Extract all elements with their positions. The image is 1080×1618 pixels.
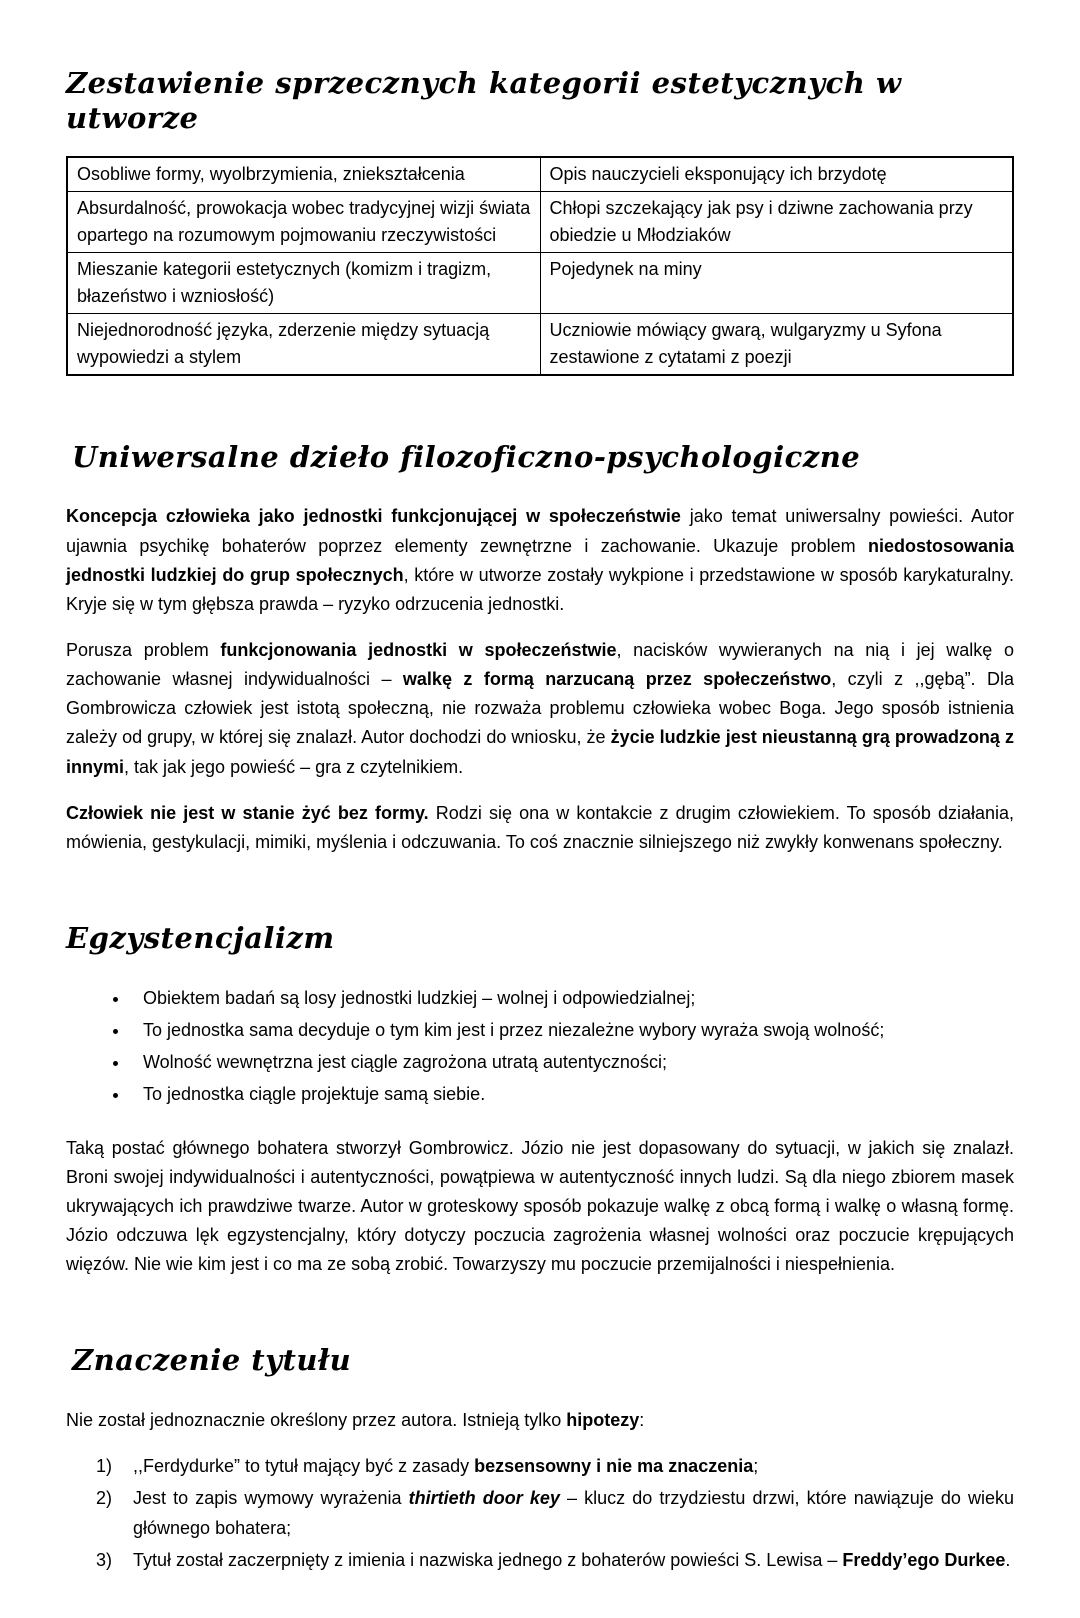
paragraph-universal-1: Koncepcja człowieka jako jednostki funkcjonującej w społeczeństwie jako temat uniwersalny powieści. Autor ujawnia psychikę bohaterów poprzez elementy zewnętrzne i zachowanie. Ukazuje problem niedostosowania jednostki ludzkiej do grup społecznych, które w utworze zostały wykpione i przedstawione w sposób karykaturalny. Kryje się w tym głębsza prawda – ryzyko odrzucenia jednostki.: [66, 506, 1014, 614]
table-body: [67, 157, 1013, 375]
paragraph-title-intro: Nie został jednoznacznie określony przez autora. Istnieją tylko hipotezy:: [66, 1410, 645, 1431]
section-title-universal-work: Uniwersalne dzieło filozoficzno-psychologiczne: [72, 439, 861, 474]
numbered-item-text: Tytuł został zaczerpnięty z imienia i nazwiska jednego z bohaterów powieści S. Lewisa – Freddy’ego Durkee.: [133, 1549, 1011, 1570]
paragraph-universal-2: Porusza problem funkcjonowania jednostki w społeczeństwie, nacisków wywieranych na nią i jej walkę o zachowanie własnej indywidualności – walkę z formą narzucaną przez społeczeństwo, czyli z ,,gębą”. Dla Gombrowicza człowiek jest istotą społeczną, nie rozważa problemu człowieka wobec Boga. Jego sposób istnienia zależy od grupy, w której się znalazł. Autor dochodzi do wniosku, że życie ludzkie jest nieustanną grą prowadzoną z innymi, tak jak jego powieść – gra z czytelnikiem.: [66, 640, 1015, 777]
table-row: [67, 252, 1013, 313]
table-cell-category: Niejednorodność języka, zderzenie między sytuacją wypowiedzi a stylem: [67, 313, 540, 375]
section-title-aesthetic-categories: Zestawienie sprzecznych kategorii estetycznych w utworze: [66, 66, 902, 135]
existentialism-bullet-list: [130, 984, 1014, 1110]
numbered-item: [66, 1452, 1014, 1481]
list-marker: 3): [96, 1549, 113, 1570]
table-cell-example: Pojedynek na miny: [540, 252, 1013, 313]
table-cell-example: Opis nauczycieli eksponujący ich brzydotę: [540, 157, 1013, 192]
table-cell-category: Mieszanie kategorii estetycznych (komizm i tragizm, błazeństwo i wzniosłość): [67, 252, 540, 313]
numbered-item-text: Jest to zapis wymowy wyrażenia thirtieth door key – klucz do trzydziestu drzwi, które nawiązuje do wieku głównego bohatera;: [133, 1488, 1014, 1538]
table-row: [67, 191, 1013, 252]
paragraph-existentialism: Taką postać głównego bohatera stworzył Gombrowicz. Józio nie jest dopasowany do sytuacji, w jakich się znalazł. Broni swojej indywidualności i autentyczności, powątpiewa w autentyczność innych ludzi. Są dla niego zbiorem masek ukrywających ich prawdziwe twarze. Autor w groteskowy sposób pokazuje walkę z obcą formą i walkę o własną formę. Józio odczuwa lęk egzystencjalny, który dotyczy poczucia zagrożenia własnej wolności oraz poczucie krępujących więzów. Nie wie kim jest i co ma ze sobą zrobić. Towarzyszy mu poczucie przemijalności i niespełnienia.: [66, 1137, 1014, 1275]
table-row: [67, 157, 1013, 192]
bullet-item: • To jednostka sama decyduje o tym kim jest i przez niezależne wybory wyraża swoją wolność;: [130, 1016, 1014, 1045]
paragraph-universal-3: Człowiek nie jest w stanie żyć bez formy. Rodzi się ona w kontakcie z drugim człowiekiem. To sposób działania, mówienia, gestykulacji, mimiki, myślenia i odczuwania. To coś znacznie silniejszego niż zwykły konwenans społeczny.: [66, 802, 1015, 852]
bullet-item: • Wolność wewnętrzna jest ciągle zagrożona utratą autentyczności;: [130, 1048, 1014, 1077]
table-cell-category: Absurdalność, prowokacja wobec tradycyjnej wizji świata opartego na rozumowym pojmowaniu rzeczywistości: [67, 191, 540, 252]
table-cell-category: Osobliwe formy, wyolbrzymienia, zniekształcenia: [67, 157, 540, 192]
list-marker: 1): [96, 1456, 113, 1477]
list-marker: 2): [96, 1488, 113, 1509]
section-title-meaning: Znaczenie tytułu: [72, 1343, 352, 1378]
table-row: [67, 313, 1013, 375]
section-title-existentialism: Egzystencjalizm: [66, 921, 335, 956]
numbered-item: [66, 1484, 1014, 1542]
numbered-item: [66, 1546, 1014, 1575]
numbered-item-text: ,,Ferdydurke” to tytuł mający być z zasady bezsensowny i nie ma znaczenia;: [133, 1456, 759, 1477]
bullet-item: • To jednostka ciągle projektuje samą siebie.: [130, 1080, 1014, 1109]
aesthetic-categories-table: [66, 156, 1014, 376]
table-cell-example: Chłopi szczekający jak psy i dziwne zachowania przy obiedzie u Młodziaków: [540, 191, 1013, 252]
hypotheses-list: [66, 1452, 1014, 1575]
table-cell-example: Uczniowie mówiący gwarą, wulgaryzmy u Syfona zestawione z cytatami z poezji: [540, 313, 1013, 375]
bullet-item: • Obiektem badań są losy jednostki ludzkiej – wolnej i odpowiedzialnej;: [130, 984, 1014, 1013]
